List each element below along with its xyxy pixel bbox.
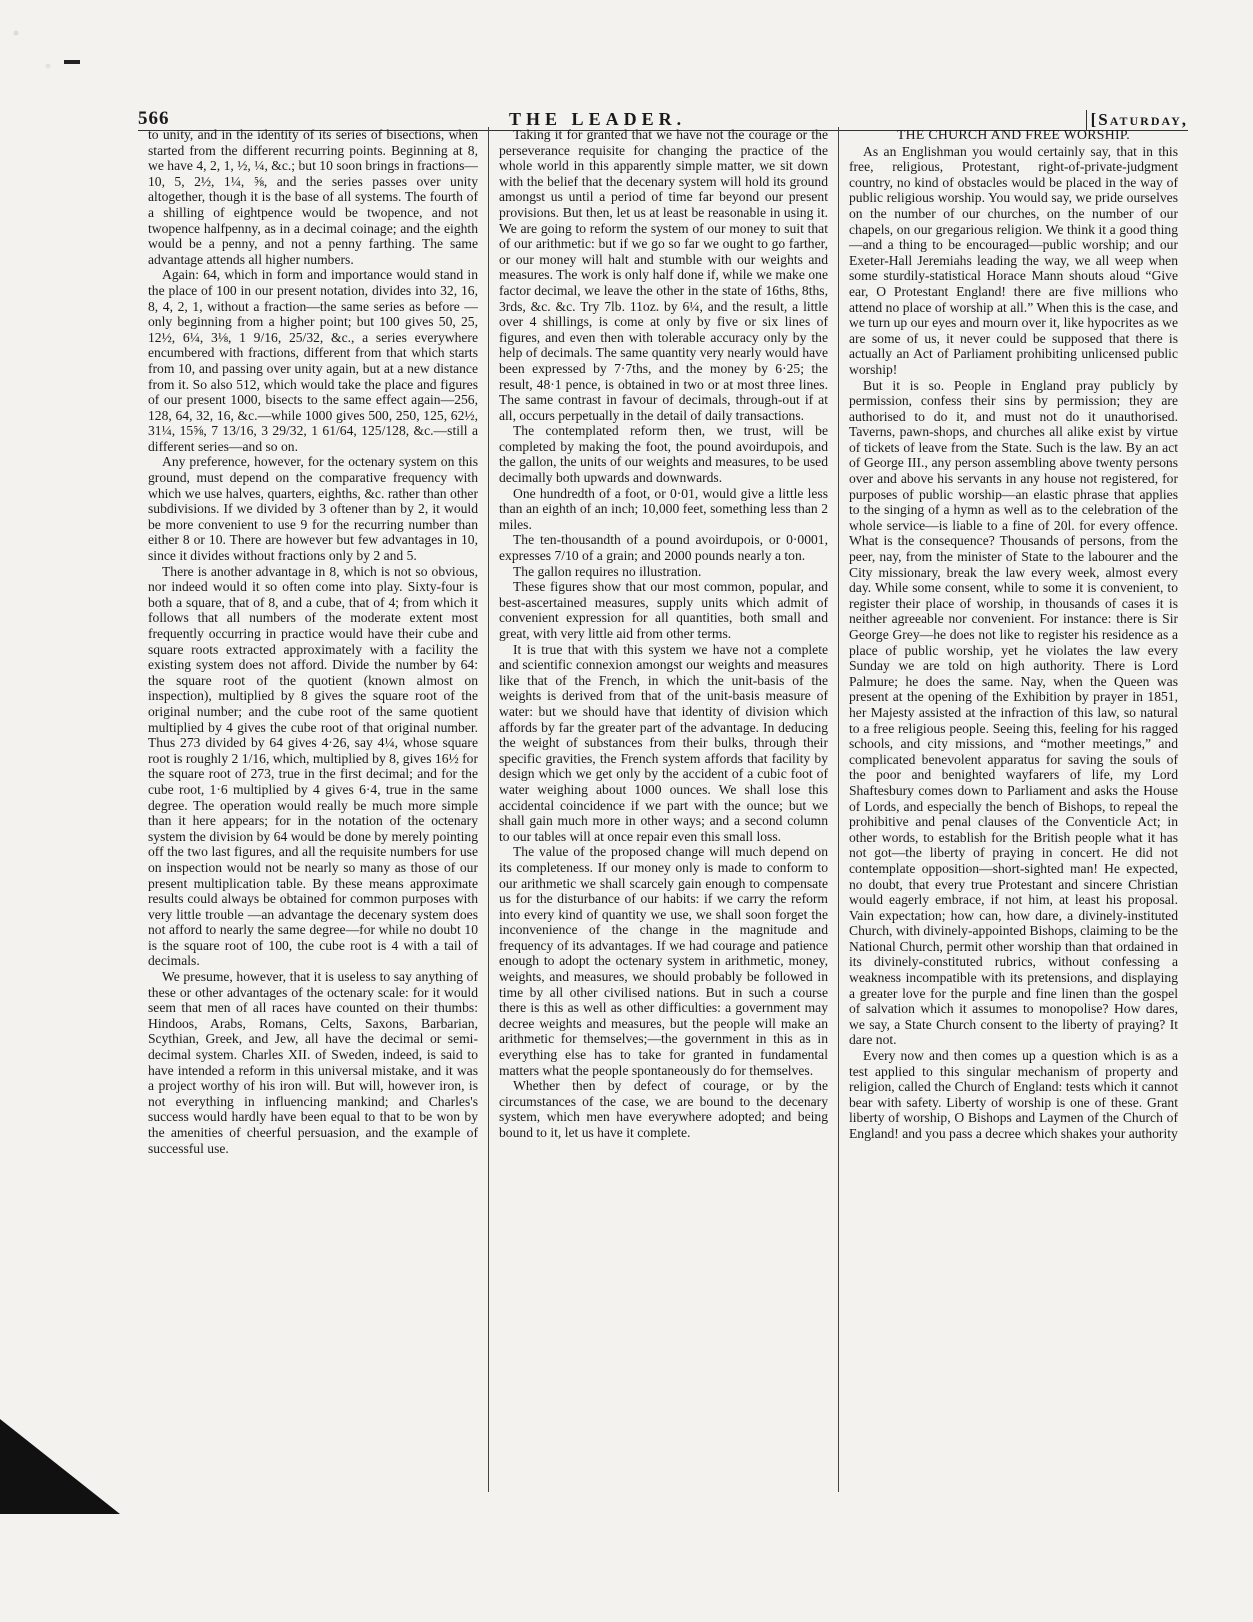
paragraph: The value of the proposed change will much depend on its completeness. If our money only is made to conform to our arithmetic we shall scarcely gain enough to compensate us for the disturbance of our habits: if we carry the reform into every kind of quantity we use, we shall soon forget the inconvenience of the change in the magnitude and frequency of its advantages. If we had courage and patience enough to adopt the octenary system in arithmetic, money, weights, and measures, we should probably be followed in time by all other civilised nations. But in such a course there is this as well as other difficulties: a government may decree weights and measures, but the people will make an arithmetic for themselves;—the government in this as in everything else has to take for granted in fundamental matters what the people spontaneously do for themselves. [499,844,828,1078]
margin-mark [64,60,80,64]
column-1 [138,127,488,1492]
paragraph: Again: 64, which in form and importance would stand in the place of 100 in our present notation, divides into 32, 16, 8, 4, 2, 1, without a fraction—the same series as before —only beginning from a higher point; but 100 gives 50, 25, 12½, 6¼, 3⅛, 1 9/16, 25/32, &c., a series everywhere encumbered with fractions, different from that which starts from 10, and passing over unity again, but at a new distance from it. So also 512, which would take the place and figures of our present 1000, bisects to the same effect again—256, 128, 64, 32, 16, &c.—while 1000 gives 500, 250, 125, 62½, 31¼, 15⅝, 7 13/16, 3 29/32, 1 61/64, 125/128, &c.—still a different series—and so on. [148,267,478,454]
column-3 [838,127,1188,1492]
issue-day: [Saturday, [1086,110,1188,130]
paragraph: As an Englishman you would certainly say, that in this free, religious, Protestant, right-of-private-judgment country, no kind of obstacles would be placed in the way of public religious worship. You would say, we pride ourselves on the number of our churches, on the number of our chapels, on our gregarious religion. We think it a good thing—and a thing to be encouraged—public worship; and our Exeter-Hall Jeremiahs leading the way, we all weep when some sturdily-statistical Horace Mann shouts aloud “Give ear, O Protestant England! there are five millions who attend no place of worship at all.” When this is the case, and we turn up our eyes and mourn over it, like hypocrites as we are some of us, it never could be supposed that there is actually an Act of Parliament prohibiting unlicensed public worship! [849,143,1178,377]
paragraph: But it is so. People in England pray publicly by permission, confess their sins by permission; they are authorised to do it, and must not do it unauthorised. Taverns, pawn-shops, and churches all alike exist by virtue of tickets of leave from the State. Such is the law. By an act of George III., any person assembling above twenty persons over and above his servants in any house not registered, for purposes of public worship—an elastic phrase that applies to the singing of a hymn as well as to the celebration of the whole service—is liable to a fine of 20l. for every offence. What is the consequence? Thousands of persons, from the peer, nay, from the minister of State to the labourer and the City missionary, break the law every week, almost every day. While some consent, while to some it is convenient, to register their place of worship, in thousands of cases it is neither agreeable nor convenient. For instance: there is Sir George Grey—he does not like to register his residence as a place of public worship, yet he violates the law every Sunday we are told on high authority. There is Lord Palmure; he does the same. Nay, when the Queen was present at the opening of the Exhibition by prayer in 1851, her Majesty assisted at the infraction of this law, so natural to a free religious people. Seeing this, feeling for his ragged schools, and city missions, and “mother meetings,” and complicated benevolent apparatus for saving the souls of the poor and benighted wayfarers of life, my Lord Shaftesbury comes down to Parliament and asks the House of Lords, and especially the bench of Bishops, to repeal the prohibitive and penal clauses of the Conventicle Act; in other words, to establish for the British people what it has not got—the liberty of praying in concert. He did not contemplate opposition—short-sighted man! He expected, no doubt, that every true Protestant and sincere Christian would eagerly embrace, if not him, at least his proposal. Vain expectation; how can, how dare, a divinely-instituted Church, with divinely-appointed Bishops, claiming to be the National Church, permit other worship than that ordained in its divinely-constituted rubrics, without confessing a weakness incompatible with its pretensions, and displaying a greater love for the purple and fine linen than the gospel of salvation which it assumes to monopolise? How dares, we say, a State Church consent to the liberty of praying? It dare not. [849,377,1178,1048]
paragraph: Taking it for granted that we have not the courage or the perseverance requisite for changing the practice of the whole world in this apparently simple matter, we sit down with the belief that the decenary system will hold its ground amongst us until a period of time far beyond our present provisions. But then, let us at least be reasonable in using it. We are going to reform the system of our money to suit that of our arithmetic: but if we go so far we ought to go farther, or our money will halt and stumble with our weights and measures. The work is only half done if, while we make one factor decimal, we leave the other in the state of 16ths, 8ths, 3rds, &c. &c. Try 7lb. 11oz. by 6¼, and the result, a little over 4 shillings, is come at only by five or six lines of figures, and even then with tolerable accuracy only by the help of decimals. The same quantity very nearly would have been expressed by 7·7ths, and the money by 6·25; the result, 48·1 pence, is obtained in two or at most three lines. The same contrast in favour of decimals, through-out if at all, occurs perpetually in the detail of daily transactions. [499,127,828,423]
paragraph: to unity, and in the identity of its series of bisections, when started from the different recurring points. Beginning at 8, we have 4, 2, 1, ½, ¼, &c.; but 10 soon brings in fractions—10, 5, 2½, 1¼, ⅝, and the series passes over unity altogether, though it is the base of all systems. The fourth of a shilling of eightpence would be twopence, and not twopence halfpenny, as in a decimal coinage; and the eighth would be a penny, and not a penny farthing. The same advantage attends all higher numbers. [148,127,478,267]
paragraph: Whether then by defect of courage, or by the circumstances of the case, we are bound to the decenary system, which men have everywhere adopted; and being bound to it, let us have it complete. [499,1078,828,1140]
scan-artifact [0,0,80,110]
masthead-title: THE LEADER. [509,109,687,129]
paragraph: Any preference, however, for the octenary system on this ground, must depend on the comparative frequency with which we use halves, quarters, eighths, &c. rather than other subdivisions. If we divided by 3 oftener than by 2, it would be more convenient to use 9 for the recurring number than either 8 or 10. There are however but few advantages in 10, since it divides without fractions only by 2 and 5. [148,454,478,564]
paragraph: Every now and then comes up a question which is as a test applied to this singular mechanism of property and religion, called the Church of England: tests which it cannot bear with safety. Liberty of worship is one of these. Grant liberty of worship, O Bishops and Laymen of the Church of England! and you pass a decree which shakes your authority [849,1048,1178,1141]
paragraph: It is true that with this system we have not a complete and scientific connexion amongst our weights and measures like that of the French, in which the unit-basis of the weights is derived from that of the unit-basis measure of water: but we should have that identity of division which affords by far the greater part of the advantage. In deducing the weight of substances from their bulks, through their specific gravities, the French system affords that facility by design which we get only by the accident of a cubic foot of water weighing about 1000 ounces. We shall lose this accidental coincidence if we part with the ounce; but we shall gain much more in other ways; and a second column to our tables will at once repair even this small loss. [499,641,828,844]
paragraph: One hundredth of a foot, or 0·01, would give a little less than an eighth of an inch; 10,000 feet, something less than 2 miles. [499,485,828,532]
paragraph: The contemplated reform then, we trust, will be completed by making the foot, the pound avoirdupois, and the gallon, the units of our weights and measures, to be used decimally both upwards and downwards. [499,423,828,486]
paragraph: There is another advantage in 8, which is not so obvious, nor indeed would it so often come into play. Sixty-four is both a square, that of 8, and a cube, that of 4; from which it follows that all numbers of the moderate extent most frequently occurring in practice would have their cube and square roots extracted approximately with a facility the existing system does not afford. Divide the number by 64: the square root of the quotient (known almost on inspection), multiplied by 8 gives the square root of the original number; and the cube root of the same quotient multiplied by 4 gives the cube root of that original number. Thus 273 divided by 64 gives 4·26, say 4¼, whose square root is roughly 2 1/16, which, multiplied by 8, gives 16½ for the square root of 273, true in the first decimal; and for the cube root, 1·6 multiplied by 4 gives 6·4, true in the same degree. The operation would really be much more simple than it here appears; for in the notation of the octenary system the division by 64 would be done by merely pointing off the two last figures, and all the requisite numbers for use on inspection would not be nearly so many as those of our present multiplication table. By these means approximate results could always be obtained for common purposes with very little trouble —an advantage the decenary system does not afford to nearly the same degree—for while no doubt 10 is the square root of 100, the cube root is 4 with a tail of decimals. [148,563,478,969]
paragraph: The ten-thousandth of a pound avoirdupois, or 0·0001, expresses 7/10 of a grain; and 2000 pounds nearly a ton. [499,532,828,564]
article-heading: THE CHURCH AND FREE WORSHIP. [896,127,1131,142]
corner-triangle-mark [0,1419,120,1514]
page-number: 566 [138,108,170,129]
column-2 [488,127,838,1492]
paragraph: The gallon requires no illustration. [513,563,702,579]
paragraph: We presume, however, that it is useless to say anything of these or other advantages of the octenary scale: for it would seem that men of all races have counted on their thumbs: Hindoos, Arabs, Romans, Celts, Saxons, Barbarian, Scythian, Greek, and Jew, all have the decimal or semi-decimal system. Charles XII. of Sweden, indeed, is said to have intended a reform in this universal mistake, and it was a project worthy of his iron will. But will, however iron, is not everything in influencing mankind; and Charles's success would hardly have been equal to that to be won by the amenities of cheerful persuasion, and the example of successful use. [148,969,478,1156]
paragraph: These figures show that our most common, popular, and best-ascertained measures, supply units which admit of convenient expression for all quantities, both small and great, with very little aid from other terms. [499,579,828,641]
article-columns [138,127,1188,1492]
